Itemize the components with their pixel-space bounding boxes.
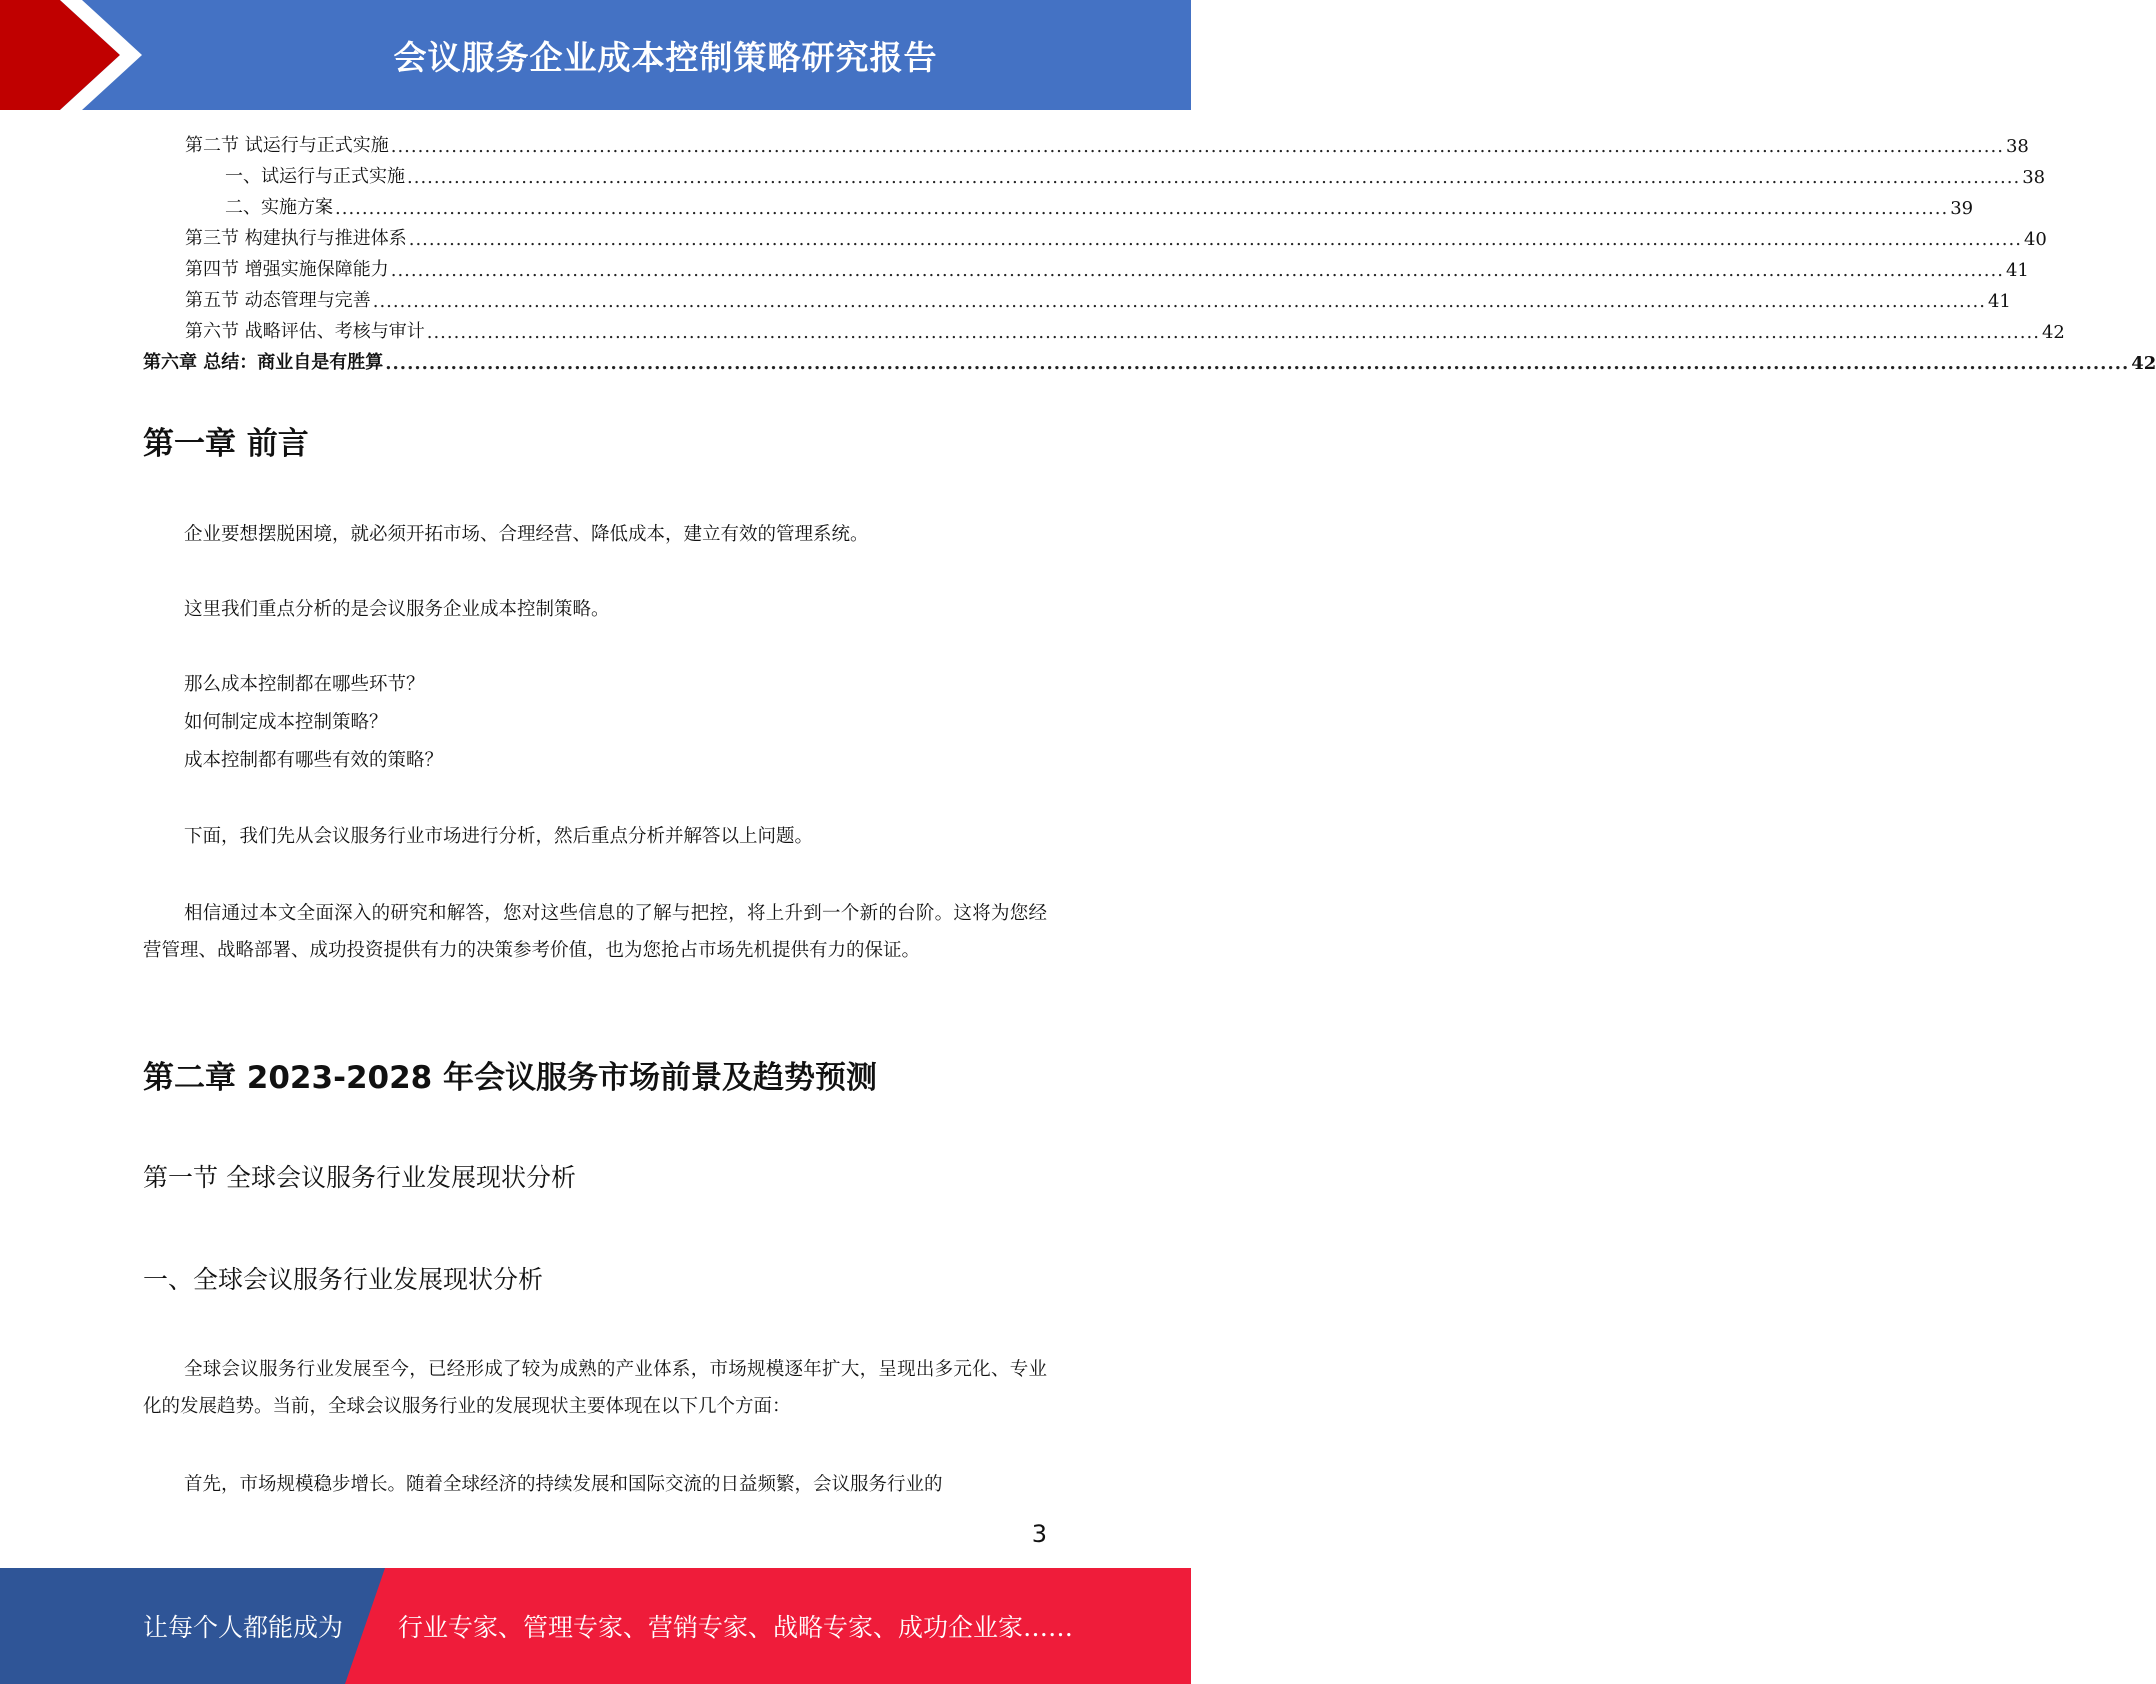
toc-leader: ................................................................................................................................................................................................................................................ (385, 353, 2130, 374)
question: 成本控制都有哪些有效的策略？ (184, 750, 444, 771)
toc-entry[interactable] (143, 126, 2029, 157)
document-body (143, 126, 2156, 374)
toc-label: 第六节 战略评估、考核与审计 (185, 321, 425, 342)
toc-label: 二、实施方案 (225, 197, 333, 218)
paragraph: 企业要想摆脱困境，就必须开拓市场、合理经营、降低成本，建立有效的管理系统。 (184, 524, 869, 545)
footer-slogan-left: 让每个人都能成为 (143, 1613, 344, 1642)
chapter-heading: 第一章 前言 (143, 426, 309, 462)
toc-entry[interactable] (143, 312, 2065, 343)
paragraph: 首先，市场规模稳步增长。随着全球经济的持续发展和国际交流的日益频繁，会议服务行业的 (184, 1474, 943, 1495)
toc-leader: ................................................................................................................................................................................................................................................ (408, 229, 2022, 250)
paragraph: 全球会议服务行业发展至今，已经形成了较为成熟的产业体系，市场规模逐年扩大，呈现出多元化、专业化的发展趋势。当前，全球会议服务行业的发展现状主要体现在以下几个方面： (143, 1359, 1047, 1417)
toc-leader: ................................................................................................................................................................................................................................................ (335, 198, 1949, 219)
toc-page: 41 (2005, 260, 2029, 281)
toc-entry[interactable] (143, 157, 2046, 188)
toc-entry[interactable] (143, 219, 2047, 250)
question: 那么成本控制都在哪些环节？ (184, 674, 425, 695)
toc-label: 第四节 增强实施保障能力 (185, 259, 389, 280)
paragraph: 相信通过本文全面深入的研究和解答，您对这些信息的了解与把控，将上升到一个新的台阶。这将为您经营管理、战略部署、成功投资提供有力的决策参考价值，也为您抢占市场先机提供有力的保证。 (143, 903, 1047, 961)
toc-page: 41 (1987, 291, 2011, 312)
toc-label: 第三节 构建执行与推进体系 (185, 228, 407, 249)
page-header (0, 0, 1191, 110)
toc-page: 42 (2131, 353, 2156, 374)
page-footer (0, 1568, 1191, 1684)
paragraph: 下面，我们先从会议服务行业市场进行分析，然后重点分析并解答以上问题。 (184, 826, 814, 847)
toc-leader: ................................................................................................................................................................................................................................................ (426, 322, 2040, 343)
toc-entry[interactable] (143, 250, 2029, 281)
toc-entry[interactable] (143, 281, 2011, 312)
section-heading: 第一节 全球会议服务行业发展现状分析 (143, 1163, 576, 1192)
footer-slogan-right: 行业专家、管理专家、营销专家、战略专家、成功企业家…… (398, 1613, 1074, 1642)
report-title: 会议服务企业成本控制策略研究报告 (393, 37, 938, 77)
subsection-heading: 一、全球会议服务行业发展现状分析 (143, 1265, 544, 1294)
toc-page: 40 (2023, 229, 2047, 250)
toc-label: 一、试运行与正式实施 (225, 166, 405, 187)
table-of-contents (143, 126, 2156, 374)
toc-page: 42 (2041, 322, 2065, 343)
toc-label: 第五节 动态管理与完善 (185, 290, 371, 311)
toc-leader: ................................................................................................................................................................................................................................................ (407, 167, 2021, 188)
paragraph: 这里我们重点分析的是会议服务企业成本控制策略。 (184, 599, 610, 620)
toc-leader: ................................................................................................................................................................................................................................................ (372, 291, 1986, 312)
toc-leader: ................................................................................................................................................................................................................................................ (390, 136, 2004, 157)
chapter-heading: 第二章 2023-2028 年会议服务市场前景及趋势预测 (143, 1060, 878, 1096)
question: 如何制定成本控制策略？ (184, 712, 388, 733)
toc-leader: ................................................................................................................................................................................................................................................ (390, 260, 2004, 281)
page-number: 3 (1031, 1520, 1047, 1548)
toc-page: 39 (1950, 198, 1974, 219)
toc-page: 38 (2005, 136, 2029, 157)
header-chevron-decoration (0, 0, 160, 110)
toc-page: 38 (2022, 167, 2046, 188)
toc-label: 第六章 总结：商业自是有胜算 (143, 352, 384, 373)
toc-entry-chapter[interactable] (143, 343, 2156, 374)
toc-label: 第二节 试运行与正式实施 (185, 135, 389, 156)
toc-entry[interactable] (143, 188, 1974, 219)
